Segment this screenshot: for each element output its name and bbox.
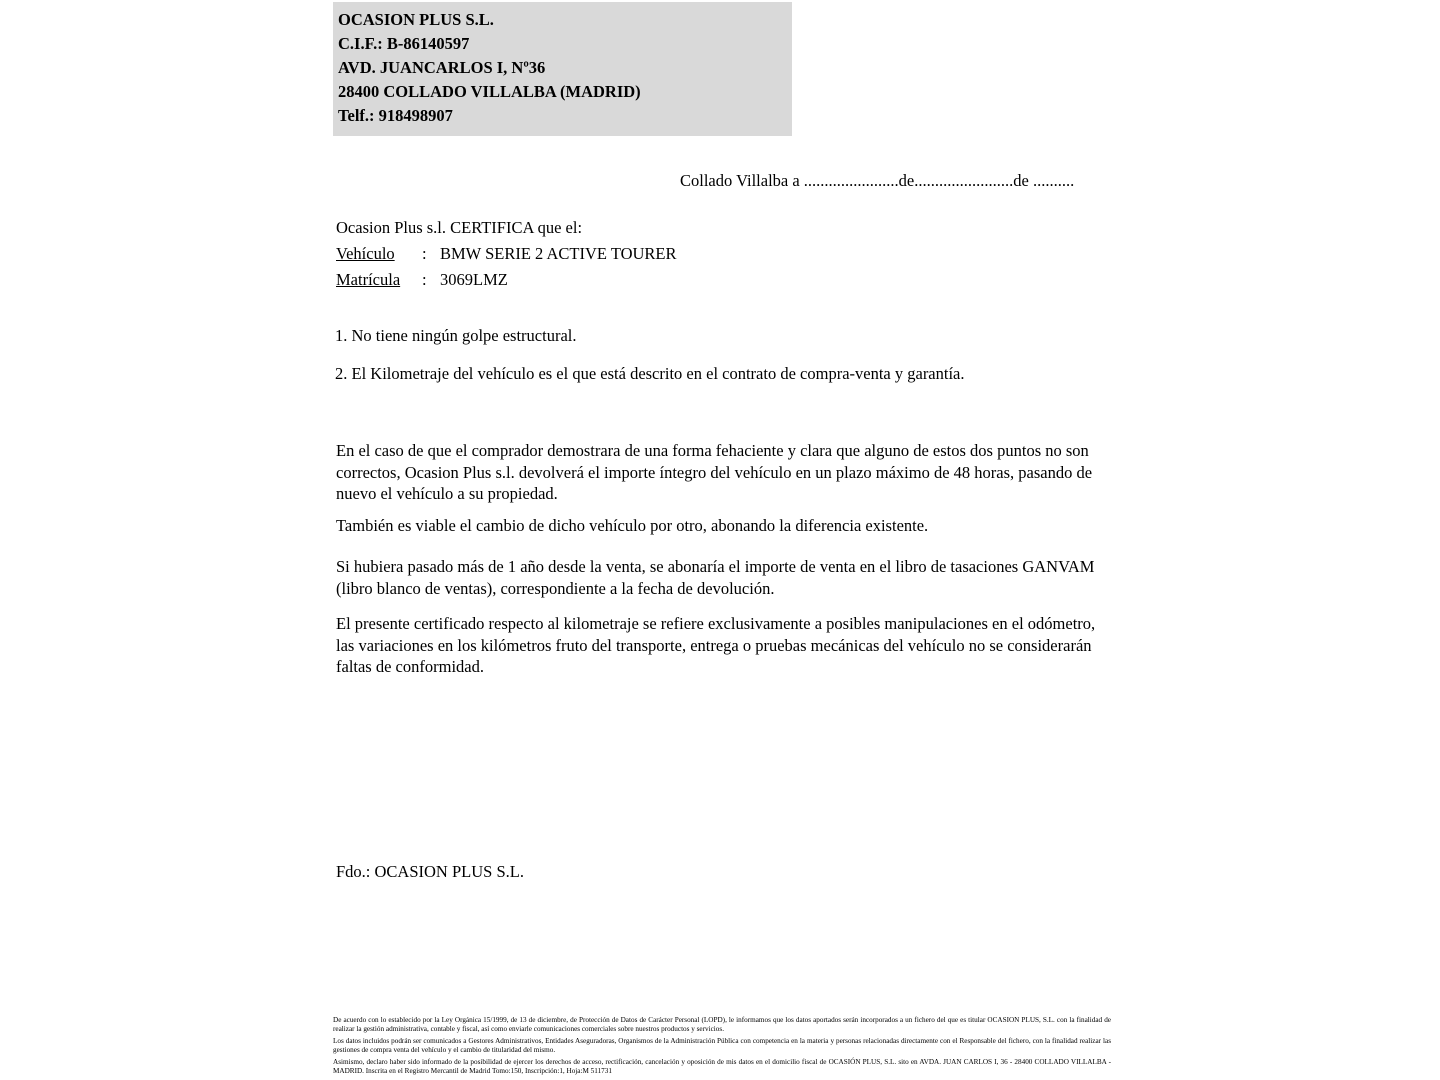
company-header-block <box>333 2 792 136</box>
certify-point-2: 2. El Kilometraje del vehículo es el que está descrito en el contrato de compra-venta y garantía. <box>335 364 965 383</box>
vehicle-value: BMW SERIE 2 ACTIVE TOURER <box>440 244 677 263</box>
plate-separator: : <box>422 270 427 289</box>
certify-intro: Ocasion Plus s.l. CERTIFICA que el: <box>336 218 583 237</box>
body-paragraph-2: También es viable el cambio de dicho vehículo por otro, abonando la diferencia existente. <box>336 516 929 535</box>
legal-paragraph-1: De acuerdo con lo establecido por la Ley Orgánica 15/1999, de 13 de diciembre, de Protección de Datos de Carácter Personal (LOPD), le informamos que los datos aportados serán incorporados a un fichero del que es titular OCASION PLUS, S.L. con la finalidad de realizar la gestión administrativa, contable y fiscal, así como enviarle comunicaciones comerciales sobre nuestros productos y servicios. <box>333 1016 1111 1034</box>
body-paragraph-4: El presente certificado respecto al kilometraje se refiere exclusivamente a posibles manipulaciones en el odómetro, las variaciones en los kilómetros fruto del transporte, entrega o pruebas mecánicas del vehículo no se considerarán faltas de conformidad. <box>336 614 1096 676</box>
signature-line: Fdo.: OCASION PLUS S.L. <box>336 862 524 881</box>
plate-value: 3069LMZ <box>440 270 508 289</box>
vehicle-row <box>336 241 677 267</box>
company-cif: C.I.F.: B-86140597 <box>338 34 470 53</box>
company-city: 28400 COLLADO VILLALBA (MADRID) <box>338 82 641 101</box>
body-paragraph-1: En el caso de que el comprador demostrara de una forma fehaciente y clara que alguno de estos dos puntos no son correctos, Ocasion Plus s.l. devolverá el importe íntegro del vehículo en un plazo máximo de 48 horas, pasando de nuevo el vehículo a su propiedad. <box>336 441 1093 503</box>
certify-intro-row <box>336 215 677 241</box>
certify-point-1: 1. No tiene ningún golpe estructural. <box>335 326 577 345</box>
legal-paragraph-2: Los datos incluidos podrán ser comunicados a Gestores Administrativos, Entidades Aseguradoras, Organismos de la Administración Pública con competencia en la materia y personas relacionadas directamente con el Responsable del fichero, con la finalidad realizar las gestiones de compra venta del vehículo y el cambio de titularidad del mismo. <box>333 1037 1111 1055</box>
vehicle-separator: : <box>422 244 427 263</box>
body-paragraph-3: Si hubiera pasado más de 1 año desde la venta, se abonaría el importe de venta en el libro de tasaciones GANVAM (libro blanco de ventas), correspondiente a la fecha de devolución. <box>336 557 1095 598</box>
company-phone: Telf.: 918498907 <box>338 106 453 125</box>
plate-row <box>336 267 677 293</box>
legal-paragraph-3: Asimismo, declaro haber sido informado de la posibilidad de ejercer los derechos de acceso, rectificación, cancelación y oposición de mis datos en el domicilio fiscal de OCASIÓN PLUS, S.L. sito en AVDA. JUAN CARLOS I, 36 - 28400 COLLADO VILLALBA - MADRID. Inscrita en el Registro Mercantil de Madrid Tomo:150, Inscripción:1, Hoja:M 511731 <box>333 1058 1111 1076</box>
company-address: AVD. JUANCARLOS I, Nº36 <box>338 58 546 77</box>
certification-block <box>336 215 677 293</box>
vehicle-label: Vehículo <box>336 244 395 263</box>
legal-footer <box>333 1016 1111 1077</box>
date-line: Collado Villalba a .......................de........................de .......... <box>680 171 1075 190</box>
company-name: OCASION PLUS S.L. <box>338 10 494 29</box>
plate-label: Matrícula <box>336 270 401 289</box>
